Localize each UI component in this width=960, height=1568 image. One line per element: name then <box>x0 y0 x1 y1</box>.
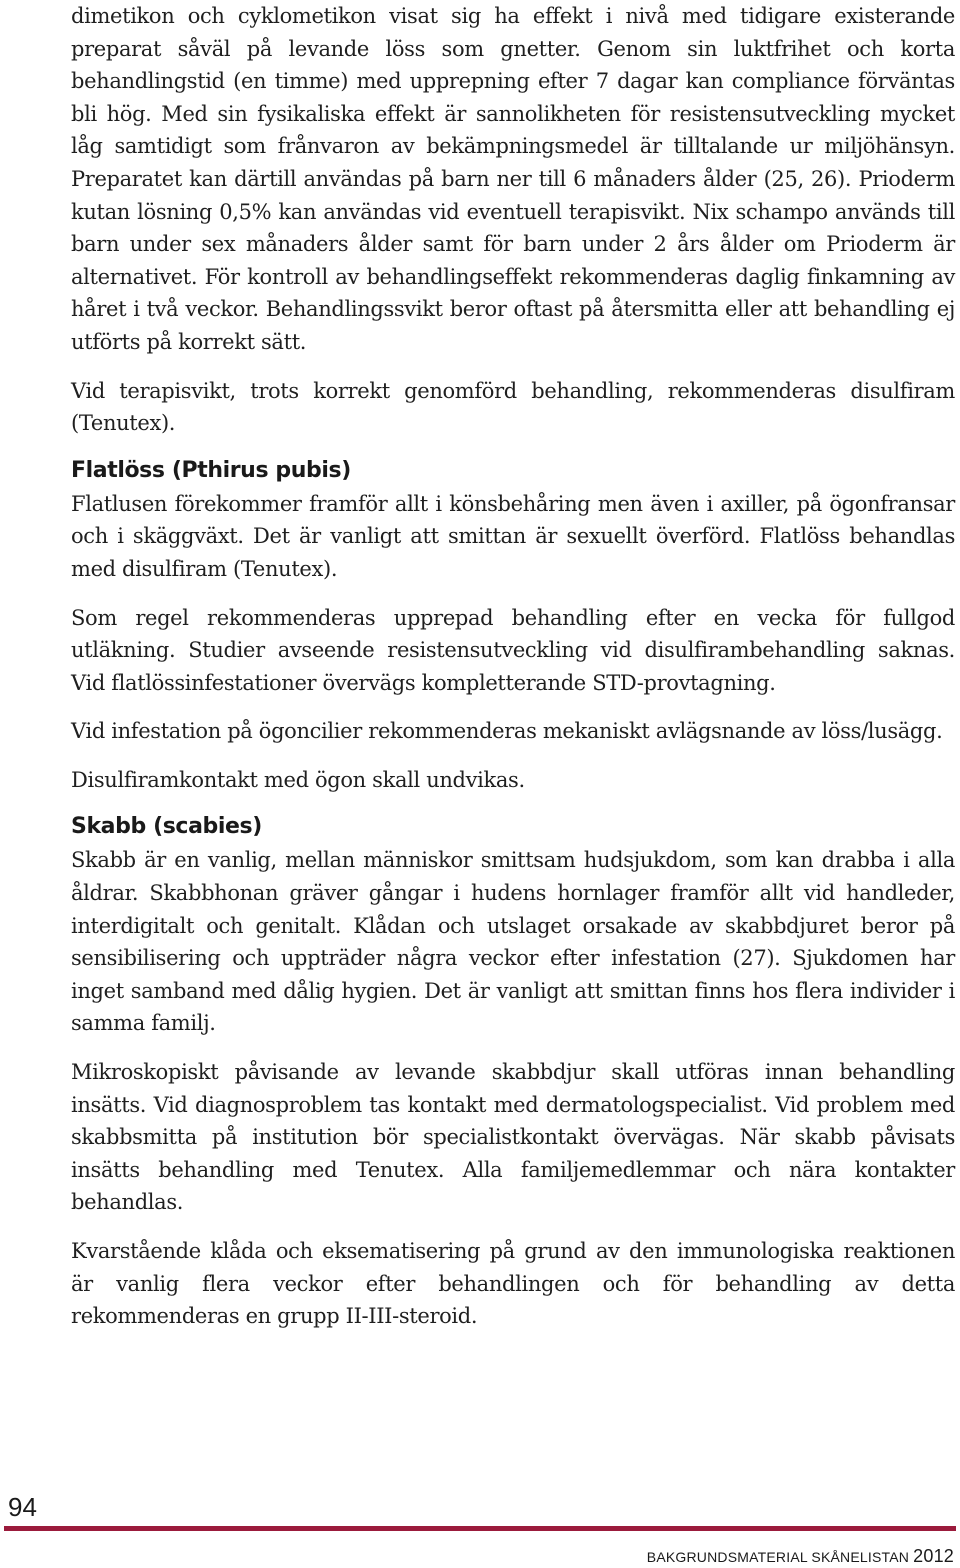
paragraph-flatloss-eye-contact: Disulfiramkontakt med ögon skall undvikas. <box>71 767 525 792</box>
page-number: 94 <box>8 1492 37 1522</box>
paragraph-therapy-failure: Vid terapisvikt, trots korrekt genomförd behandling, rekommenderas disulfiram (Tenutex). <box>71 378 955 436</box>
footer-label <box>647 1546 954 1567</box>
paragraph-flatloss-eyelashes: Vid infestation på ögoncilier rekommenderas mekaniskt avlägsnande av löss/lusägg. <box>71 719 943 744</box>
paragraph-treatment-dimetikon: dimetikon och cyklometikon visat sig ha effekt i nivå med tidigare existerande preparat såväl på levande löss som gnetter. Genom sin luktfrihet och korta behandlingstid (en timme) med upprepning efter 7 dagar kan compliance förväntas bli hög. Med sin fysikaliska effekt är sannolikheten för resistensutveckling mycket låg samtidigt som frånvaron av bekämpningsmedel är tilltalande ur miljöhänsyn. Preparatet kan därtill användas på barn ner till 6 månaders ålder (25, 26). Prioderm kutan lösning 0,5% kan användas vid eventuell terapisvikt. Nix schampo används till barn under sex månaders ålder samt för barn under 2 års ålder om Prioderm är alternativet. För kontroll av behandlingseffekt rekommenderas daglig finkamning av håret i två veckor. Behandlingssvikt beror oftast på återsmitta eller att behandling ej utförts på korrekt sätt. <box>71 4 955 354</box>
section-heading-skabb: Skabb (scabies) <box>71 814 262 840</box>
footer-rule <box>4 1526 956 1531</box>
document-body <box>71 0 955 1349</box>
paragraph-skabb-aftercare: Kvarstående klåda och eksematisering på grund av den immunologiska reaktionen är vanlig flera veckor efter behandlingen och för behandling av detta rekommenderas en grupp II-III-steroid. <box>71 1239 955 1329</box>
footer-year: 2012 <box>913 1546 954 1566</box>
paragraph-skabb-intro: Skabb är en vanlig, mellan människor smittsam hudsjukdom, som kan drabba i alla åldrar. Skabbhonan gräver gångar i hudens hornlager framför allt vid handleder, interdigitalt och genitalt. Klådan och utslaget orsakade av skabbdjuret beror på sensibilisering och uppträder några veckor efter infestation (27). Sjukdomen har inget samband med dålig hygien. Det är vanligt att smittan finns hos flera individer i samma familj. <box>71 848 955 1036</box>
footer-publication: BAKGRUNDSMATERIAL SKÅNELISTAN <box>646 1549 910 1565</box>
paragraph-skabb-diagnosis: Mikroskopiskt påvisande av levande skabbdjur skall utföras innan behandling insätts. Vid diagnosproblem tas kontakt med dermatologspecialist. Vid problem med skabbsmitta på institution bör specialistkontakt övervägas. När skabb påvisats insätts behandling med Tenutex. Alla familjemedlemmar och nära kontakter behandlas. <box>71 1060 955 1215</box>
paragraph-flatloss-intro: Flatlusen förekommer framför allt i könsbehåring men även i axiller, på ögonfransar och i skäggväxt. Det är vanligt att smittan är sexuellt överförd. Flatlöss behandlas med disulfiram (Tenutex). <box>71 491 955 581</box>
section-heading-flatloss: Flatlöss (Pthirus pubis) <box>71 457 351 483</box>
paragraph-flatloss-repeat: Som regel rekommenderas upprepad behandling efter en vecka för fullgod utläkning. Studier avseende resistensutveckling vid disulfirambehandling saknas. Vid flatlössinfestationer övervägs kompletterande STD-provtagning. <box>71 605 955 695</box>
